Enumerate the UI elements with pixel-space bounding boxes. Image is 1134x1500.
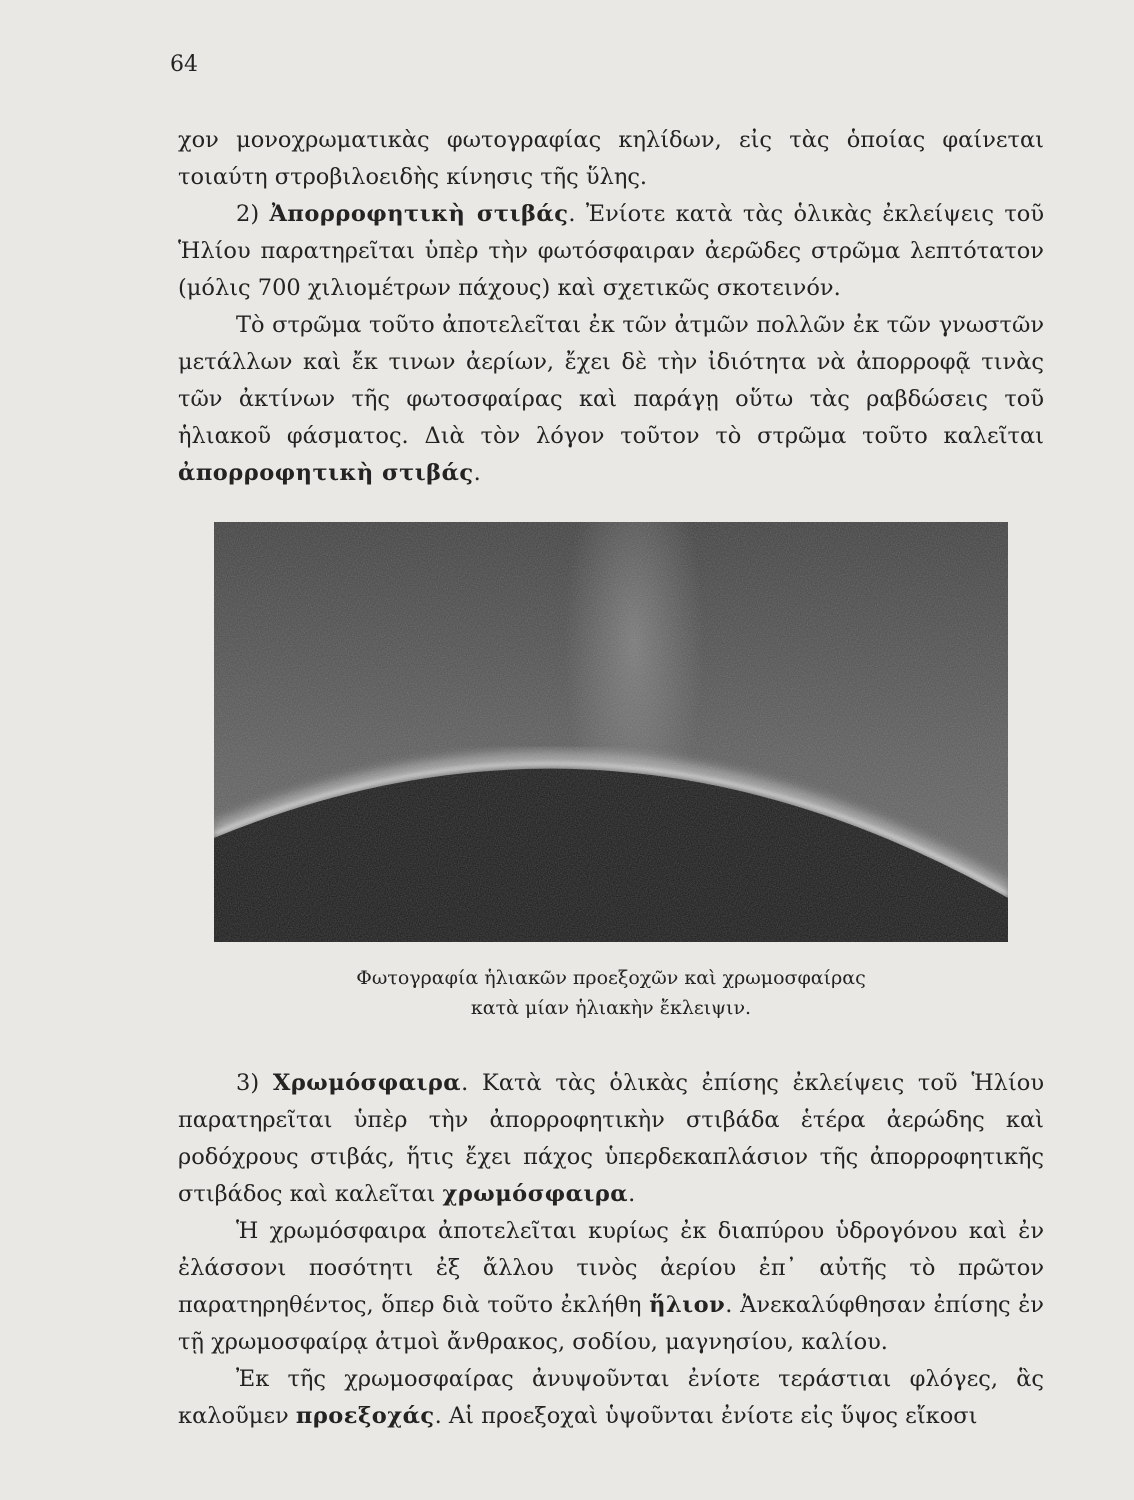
- eclipse-photograph: [214, 522, 1008, 942]
- figure-caption: [214, 963, 1008, 1023]
- caption-line-2: κατὰ μίαν ἡλιακὴν ἔκλειψιν.: [470, 997, 752, 1019]
- paragraph-helium: [178, 1213, 1044, 1361]
- paragraph-continuation: χον μονοχρωματικὰς φωτογραφίας κηλίδων, εἰς τὰς ὁποίας φαίνεται τοιαύτη στροβιλοειδὴς κίνησις τῆς ὕλης.: [178, 127, 1044, 190]
- term-helium: ἥλιον: [649, 1292, 726, 1318]
- paragraph-text: Ἡ χρωμόσφαιρα ἀποτελεῖται κυρίως ἐκ διαπύρου ὑδρογόνου καὶ ἐν ἐλάσσονι ποσότητι ἐξ ἄλλου τινὸς ἀερίου ἐπ᾽ αὐτῆς τὸ πρῶτον παρατηρηθέντος, ὅπερ διὰ τοῦτο ἐκλήθη: [178, 1218, 1044, 1318]
- photo-grain: [214, 522, 1008, 942]
- eclipse-photo-drawing: [214, 522, 1008, 942]
- term-prominences: προεξοχάς: [295, 1403, 435, 1429]
- term-absorbing-layer: Ἀπορροφητικὴ στιβάς: [269, 201, 569, 227]
- term-chromosphere: Χρωμόσφαιρα: [272, 1070, 462, 1096]
- paragraph-prominences: [178, 1361, 1044, 1435]
- paragraph-text: . Κατὰ τὰς ὁλικὰς ἐπίσης ἐκλείψεις τοῦ Ἡλίου παρατηρεῖται ὑπὲρ τὴν ἀπορροφητικὴν στιβάδα ἑτέρα ἀερώδης καὶ ροδόχρους στιβάς, ἥτις ἔχει πάχος ὑπερδεκαπλάσιον τῆς ἀπορροφητικῆς στιβάδος καὶ καλεῖται: [178, 1070, 1044, 1207]
- paragraph-text: . Ἀνεκαλύφθησαν ἐπίσης ἐν τῇ χρωμοσφαίρᾳ ἀτμοὶ ἄνθρακος, σοδίου, μαγνησίου, καλίου.: [178, 1292, 1044, 1355]
- paragraph-layer-composition: [178, 307, 1044, 492]
- paragraph-chromosphere: [178, 1065, 1044, 1213]
- term-absorbing-layer-repeat: ἀπορροφητικὴ στιβάς: [178, 460, 474, 486]
- paragraph-end: .: [473, 460, 481, 486]
- paragraph-text: Τὸ στρῶμα τοῦτο ἀποτελεῖται ἐκ τῶν ἀτμῶν πολλῶν ἐκ τῶν γνωστῶν μετάλλων καὶ ἔκ τινων ἀερίων, ἔχει δὲ τὴν ἰδιότητα νὰ ἀπορροφᾷ τινὰς τῶν ἀκτίνων τῆς φωτοσφαίρας καὶ παράγῃ οὕτω τὰς ραβδώσεις τοῦ ἡλιακοῦ φάσματος. Διὰ τὸν λόγον τοῦτον τὸ στρῶμα τοῦτο καλεῖται: [178, 312, 1044, 449]
- section-number: 3): [236, 1070, 273, 1096]
- text-section-bottom: [178, 1065, 1044, 1435]
- paragraph-text: . Ἐνίοτε κατὰ τὰς ὁλικὰς ἐκλείψεις τοῦ Ἡλίου παρατηρεῖται ὑπὲρ τὴν φωτόσφαιραν ἀερῶδες στρῶμα λεπτότατον (μόλις 700 χιλιομέτρων πάχους) καὶ σχετικῶς σκοτεινόν.: [178, 201, 1044, 301]
- paragraph-text: . Αἱ προεξοχαὶ ὑψοῦνται ἐνίοτε εἰς ὕψος εἴκοσι: [434, 1403, 978, 1429]
- paragraph-text: Ἐκ τῆς χρωμοσφαίρας ἀνυψοῦνται ἐνίοτε τεράστιαι φλόγες, ἃς καλοῦμεν: [178, 1366, 1044, 1429]
- paragraph-end: .: [628, 1181, 636, 1207]
- text-section-top: [178, 122, 1044, 492]
- page-number: 64: [170, 52, 198, 77]
- section-number: 2): [236, 201, 270, 227]
- caption-line-1: Φωτογραφία ἡλιακῶν προεξοχῶν καὶ χρωμοσφαίρας: [356, 967, 866, 989]
- paragraph-absorbing-layer: [178, 196, 1044, 307]
- term-chromosphere-repeat: χρωμόσφαιρα: [442, 1181, 629, 1207]
